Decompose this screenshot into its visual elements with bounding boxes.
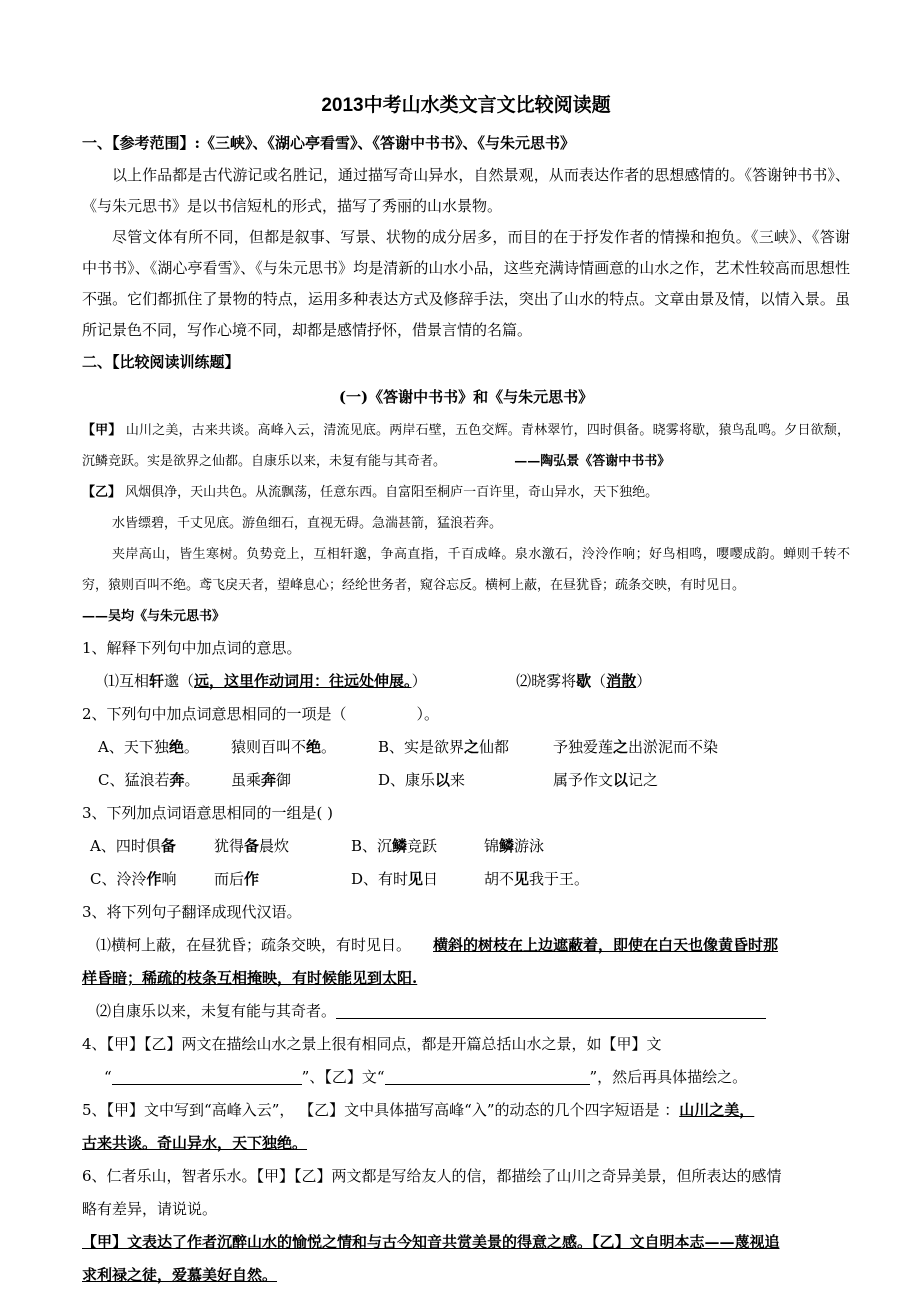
translate-item-2-text: ⑵自康乐以来，未复有能与其奇者。 <box>96 1002 337 1020</box>
translate-item-1-answer-line-2 <box>82 962 850 995</box>
translate-item-1 <box>82 929 850 962</box>
q5-stem-text: 5、【甲】文中写到“高峰入云”， 【乙】文中具体描写高峰“入”的动态的几个四字短语是 ： <box>82 1101 680 1119</box>
q4-quote-open: “ <box>104 1068 112 1086</box>
document-page <box>82 90 850 1292</box>
q1-b-answer: 消散 <box>606 672 637 690</box>
section-1-paragraph-1: 以上作品都是古代游记或名胜记，通过描写奇山异水，自然景观，从而表达作者的思想感情的。《答谢钟书书》、《与朱元思书》是以书信短札的形式，描写了秀丽的山水景物。 <box>82 166 850 215</box>
question-3-stem: 3、下列加点词语意思相同的一组是( ) <box>82 804 334 822</box>
q3-options-row-2 <box>82 863 850 896</box>
question-5-stem <box>82 1094 850 1127</box>
q3-options-row-1 <box>82 830 850 863</box>
passage-yi-para-3: 夹岸高山，皆生寒树。负势竞上，互相轩邈，争高直指，千百成峰。泉水激石，泠泠作响；好鸟相鸣，嘤嘤成韵。蝉则千转不穷，猿则百叫不绝。鸢飞戾天者，望峰息心；经纶世务者，窥谷忘反。横柯上蔽，在昼犹昏；疏条交映，有时见日。 <box>82 547 850 593</box>
q3-option-d2: 胡不见我于王。 <box>484 870 590 888</box>
question-1-stem: 1、解释下列句中加点词的意思。 <box>82 639 302 657</box>
translate-item-1-text: ⑴横柯上蔽，在昼犹昏；疏条交映，有时见日。 <box>96 936 412 954</box>
q1-b-text: ⑵晓雾将 <box>516 672 577 690</box>
q3-option-d1: D、有时见日 <box>351 870 439 888</box>
passage-yi-para-2: 水皆缥碧，千丈见底。游鱼细石，直视无碍。急湍甚箭，猛浪若奔。 <box>112 516 503 531</box>
q2-stem-end: ）。 <box>416 705 440 723</box>
q2-option-b1: B、实是欲界之仙都 <box>378 738 510 756</box>
question-6-answer-line-1 <box>82 1226 850 1259</box>
q2-option-b2: 予独爱莲之出淤泥而不染 <box>553 738 719 756</box>
q6-answer-b: 求利禄之徒，爱慕美好自然。 <box>82 1266 278 1284</box>
translate-item-1-answer-a: 横斜的树枝在上边遮蔽着，即使在白天也像黄昏时那 <box>433 936 779 954</box>
page-title: 2013中考山水类文言文比较阅读题 <box>321 95 611 116</box>
q2-option-c1: C、猛浪若奔。 <box>98 771 200 789</box>
q2-stem-text: 2、下列句中加点词意思相同的一项是（ <box>82 705 347 723</box>
q4-end-text: ”，然后再具体描绘之。 <box>589 1068 748 1086</box>
translate-item-1-answer-b: 样昏暗；稀疏的枝条互相掩映，有时候能见到太阳. <box>82 969 418 987</box>
question-6-stem-b: 略有差异，请说说。 <box>82 1200 218 1218</box>
q2-option-d1: D、康乐以来 <box>378 771 466 789</box>
passage-yi-para-1: 风烟俱净，天山共色。从流飘荡，任意东西。自富阳至桐庐一百许里，奇山异水，天下独绝。 <box>125 485 659 500</box>
q3-option-b1: B、沉鳞竞跃 <box>351 837 438 855</box>
q1-b-close: ） <box>636 672 652 690</box>
q4-blank-jia[interactable] <box>112 1068 302 1085</box>
question-4-blanks <box>82 1061 850 1094</box>
q1-b-open: （ <box>591 672 607 690</box>
passage-yi <box>82 477 850 632</box>
q1-a-close: ） <box>411 672 427 690</box>
q2-answer-blank[interactable] <box>347 706 417 722</box>
q5-answer-a: 山川之美， <box>679 1101 755 1119</box>
section-2-heading: 二、【比较阅读训练题】 <box>82 353 240 371</box>
passage-jia-text: 山川之美，古来共谈。高峰入云，清流见底。两岸石壁，五色交辉。青林翠竹，四时俱备。晓雾将歇，猿鸟乱鸣。夕日欲颓，沉鳞竞跃。实是欲界之仙都。自康乐以来，未复有能与其奇者。 <box>82 423 850 469</box>
q2-option-a2: 猿则百叫不绝。 <box>231 738 337 756</box>
passage-yi-source: ——吴均《与朱元思书》 <box>82 609 226 624</box>
question-translate-stem: 3、将下列句子翻译成现代汉语。 <box>82 903 302 921</box>
q1-a-text-post: 邈（ <box>164 672 195 690</box>
passage-jia-source: ——陶弘景《答谢中书书》 <box>514 454 671 469</box>
q1-b-word: 歇 <box>576 672 592 690</box>
passage-yi-label: 【乙】 <box>82 485 122 500</box>
q4-mid-text: ”、【乙】文“ <box>301 1068 385 1086</box>
question-5-answer-line-2 <box>82 1127 850 1160</box>
q1-a-text: ⑴互相 <box>104 672 150 690</box>
q5-answer-b: 古来共谈。奇山异水，天下独绝。 <box>82 1134 308 1152</box>
question-2-stem <box>82 698 850 731</box>
q2-options-row-2 <box>82 764 850 797</box>
q6-answer-a: 【甲】文表达了作者沉醉山水的愉悦之情和与古今知音共赏美景的得意之感。【乙】文自明本志——蔑视追 <box>82 1233 780 1251</box>
section-1-paragraph-2: 尽管文体有所不同，但都是叙事、写景、状物的成分居多，而目的在于抒发作者的情操和抱负。《三峡》、《答谢中书书》、《湖心亭看雪》、《与朱元思书》均是清新的山水小品，这些充满诗情画意的山水之作，艺术性较高而思想性不强。它们都抓住了景物的特点，运用多种表达方式及修辞手法，突出了山水的特点。文章由景及情，以情入景。虽所记景色不同，写作心境不同，却都是感情抒怀，借景言情的名篇。 <box>82 228 850 339</box>
q3-option-c1: C、泠泠作响 <box>90 870 177 888</box>
q4-blank-yi[interactable] <box>385 1068 590 1085</box>
passage-jia-label: 【甲】 <box>82 423 122 438</box>
question-6-stem-a: 6、仁者乐山，智者乐水。【甲】【乙】两文都是写给友人的信，都描绘了山川之奇异美景，但所表达的感情 <box>82 1167 782 1185</box>
q3-option-c2: 而后作 <box>214 870 260 888</box>
q3-option-b2: 锦鳞游泳 <box>484 837 545 855</box>
subsection-title: (一)《答谢中书书》和《与朱元思书》 <box>338 388 594 406</box>
question-6-answer-line-2 <box>82 1259 850 1292</box>
q1-a-answer: 远，这里作动词用：往远处伸展。 <box>194 672 412 690</box>
q3-option-a1: A、四时俱备 <box>90 837 176 855</box>
q1-a-word: 轩 <box>149 672 165 690</box>
section-1-heading: 一、【参考范围】:《三峡》、《湖心亭看雪》、《答谢中书书》、《与朱元思书》 <box>82 134 576 152</box>
translate-item-2-blank[interactable] <box>336 1002 766 1019</box>
passage-jia <box>82 415 850 477</box>
translate-item-2 <box>82 995 850 1028</box>
q2-option-d2: 属予作文以记之 <box>553 771 659 789</box>
q3-option-a2: 犹得备晨炊 <box>214 837 290 855</box>
question-1-items <box>82 665 850 698</box>
q2-option-c2: 虽乘奔御 <box>231 771 292 789</box>
q2-option-a1: A、天下独绝。 <box>98 738 199 756</box>
question-4-stem: 4、【甲】【乙】两文在描绘山水之景上很有相同点，都是开篇总括山水之景，如【甲】文 <box>82 1035 662 1053</box>
q2-options-row-1 <box>82 731 850 764</box>
